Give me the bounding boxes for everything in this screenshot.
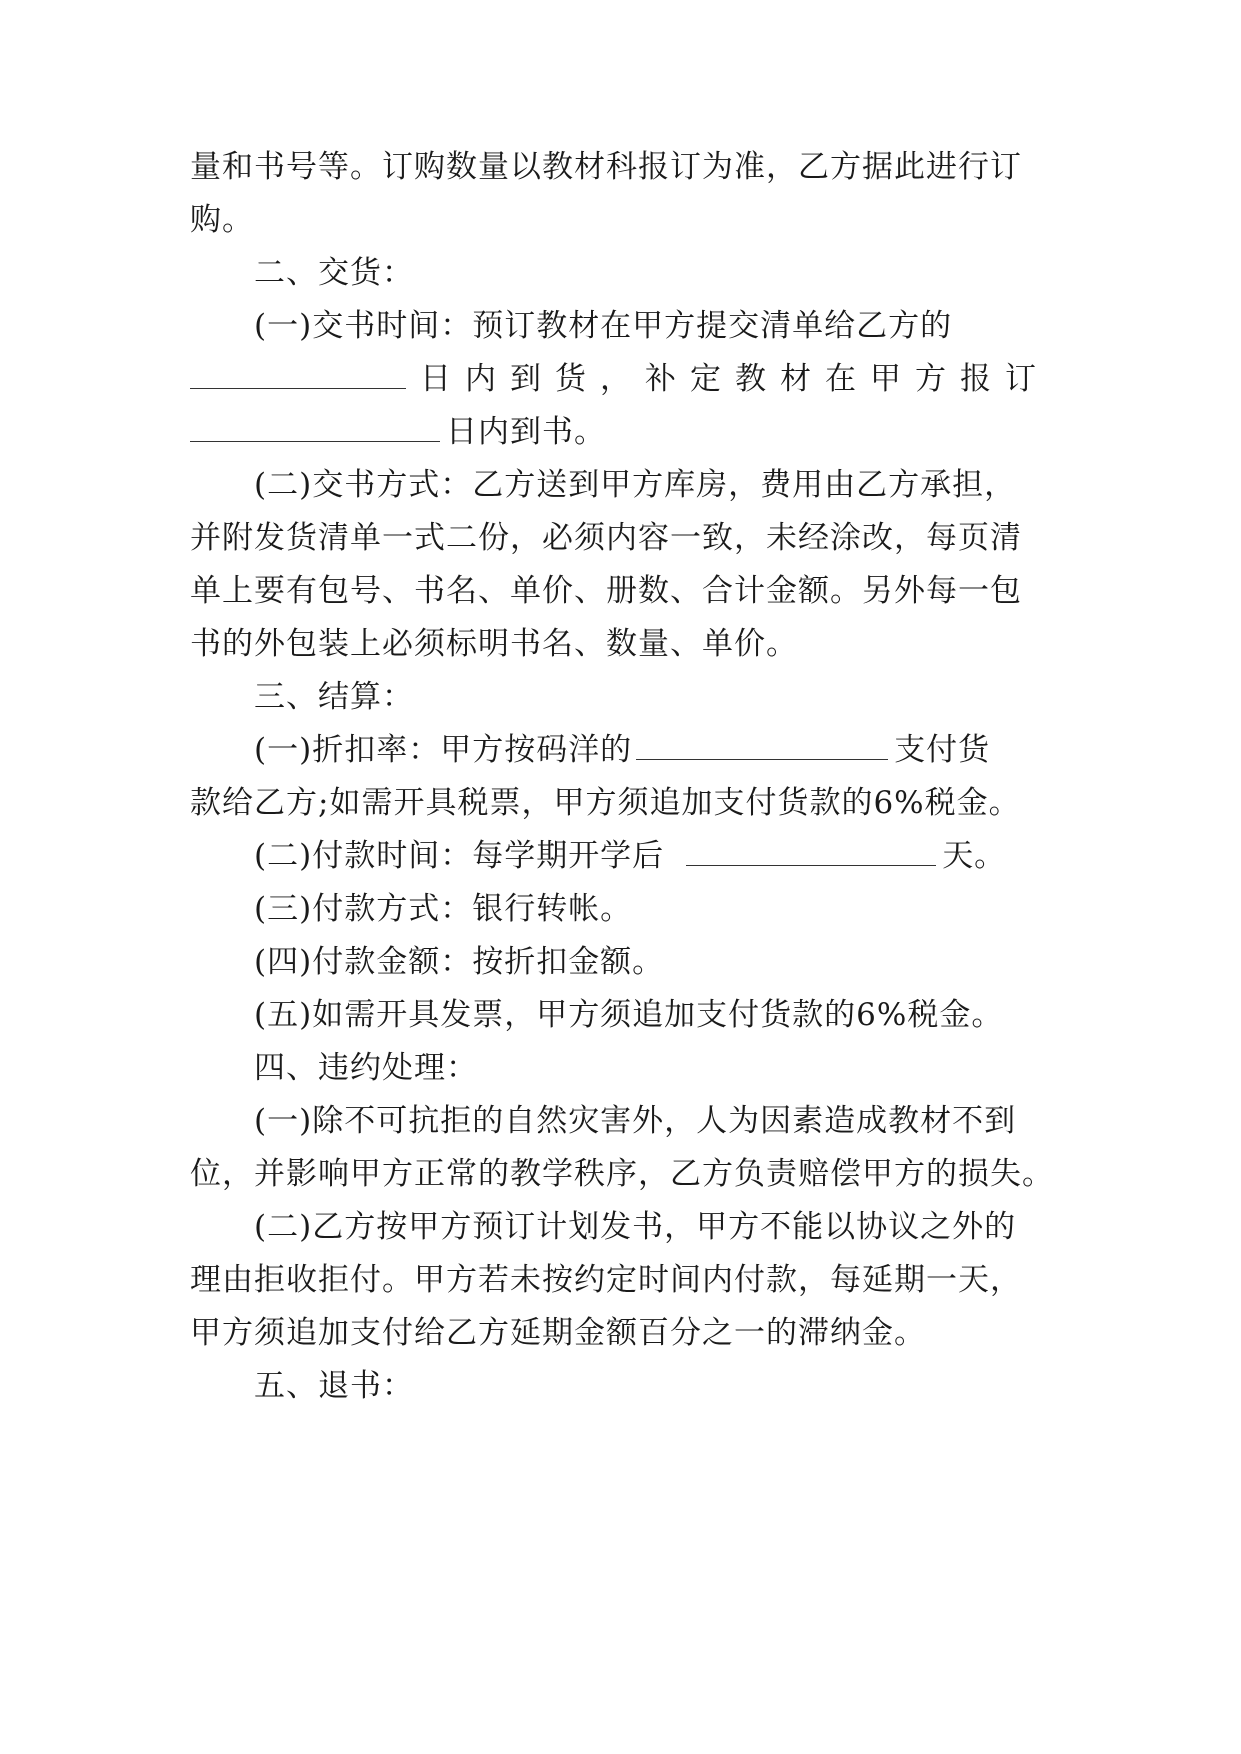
section-heading: 三、结算： — [254, 679, 414, 715]
paragraph-line: 款给乙方;如需开具税票，甲方须追加支付货款的6%税金。 — [190, 785, 1021, 821]
fill-blank — [190, 415, 440, 442]
paragraph-line: (一)交书时间：预订教材在甲方提交清单给乙方的 — [254, 308, 953, 344]
fill-blank — [686, 839, 936, 866]
section-heading: 二、交货： — [254, 255, 414, 291]
paragraph-text: 日内到书。 — [446, 414, 606, 450]
paragraph-line: 甲方须追加支付给乙方延期金额百分之一的滞纳金。 — [190, 1315, 926, 1351]
paragraph-line: 位，并影响甲方正常的教学秩序，乙方负责赔偿甲方的损失。 — [190, 1156, 1054, 1192]
paragraph-line: (二)交书方式：乙方送到甲方库房，费用由乙方承担， — [254, 467, 1017, 503]
fill-blank — [636, 733, 888, 760]
paragraph-line — [254, 730, 1050, 770]
paragraph-text: (二)付款时间：每学期开学后 — [254, 838, 665, 874]
paragraph-text: 支付货 — [894, 732, 991, 768]
paragraph-line: (五)如需开具发票，甲方须追加支付货款的6%税金。 — [254, 997, 1004, 1033]
paragraph-text: 日内到货，补定教材在甲方报订 — [420, 361, 1050, 397]
paragraph-text: (一)折扣率：甲方按码洋的 — [254, 732, 633, 768]
fill-blank — [190, 362, 406, 389]
paragraph-line: (一)除不可抗拒的自然灾害外，人为因素造成教材不到 — [254, 1103, 1017, 1139]
paragraph-line: 并附发货清单一式二份，必须内容一致，未经涂改，每页清 — [190, 520, 1022, 556]
paragraph-line — [254, 836, 1050, 876]
paragraph-line — [190, 359, 1050, 399]
paragraph-line: 单上要有包号、书名、单价、册数、合计金额。另外每一包 — [190, 573, 1022, 609]
paragraph-line: 书的外包装上必须标明书名、数量、单价。 — [190, 626, 798, 662]
paragraph-line: (四)付款金额：按折扣金额。 — [254, 944, 665, 980]
paragraph-line: (二)乙方按甲方预订计划发书，甲方不能以协议之外的 — [254, 1209, 1017, 1245]
paragraph-line: (三)付款方式：银行转帐。 — [254, 891, 633, 927]
paragraph-line: 购。 — [190, 202, 254, 238]
paragraph-text: 天。 — [942, 838, 1007, 874]
paragraph-line: 量和书号等。订购数量以教材科报订为准，乙方据此进行订 — [190, 149, 1022, 185]
paragraph-line — [190, 412, 1050, 452]
section-heading: 四、违约处理： — [254, 1050, 478, 1086]
paragraph-line: 理由拒收拒付。甲方若未按约定时间内付款，每延期一天， — [190, 1262, 1022, 1298]
section-heading: 五、退书： — [254, 1368, 414, 1404]
